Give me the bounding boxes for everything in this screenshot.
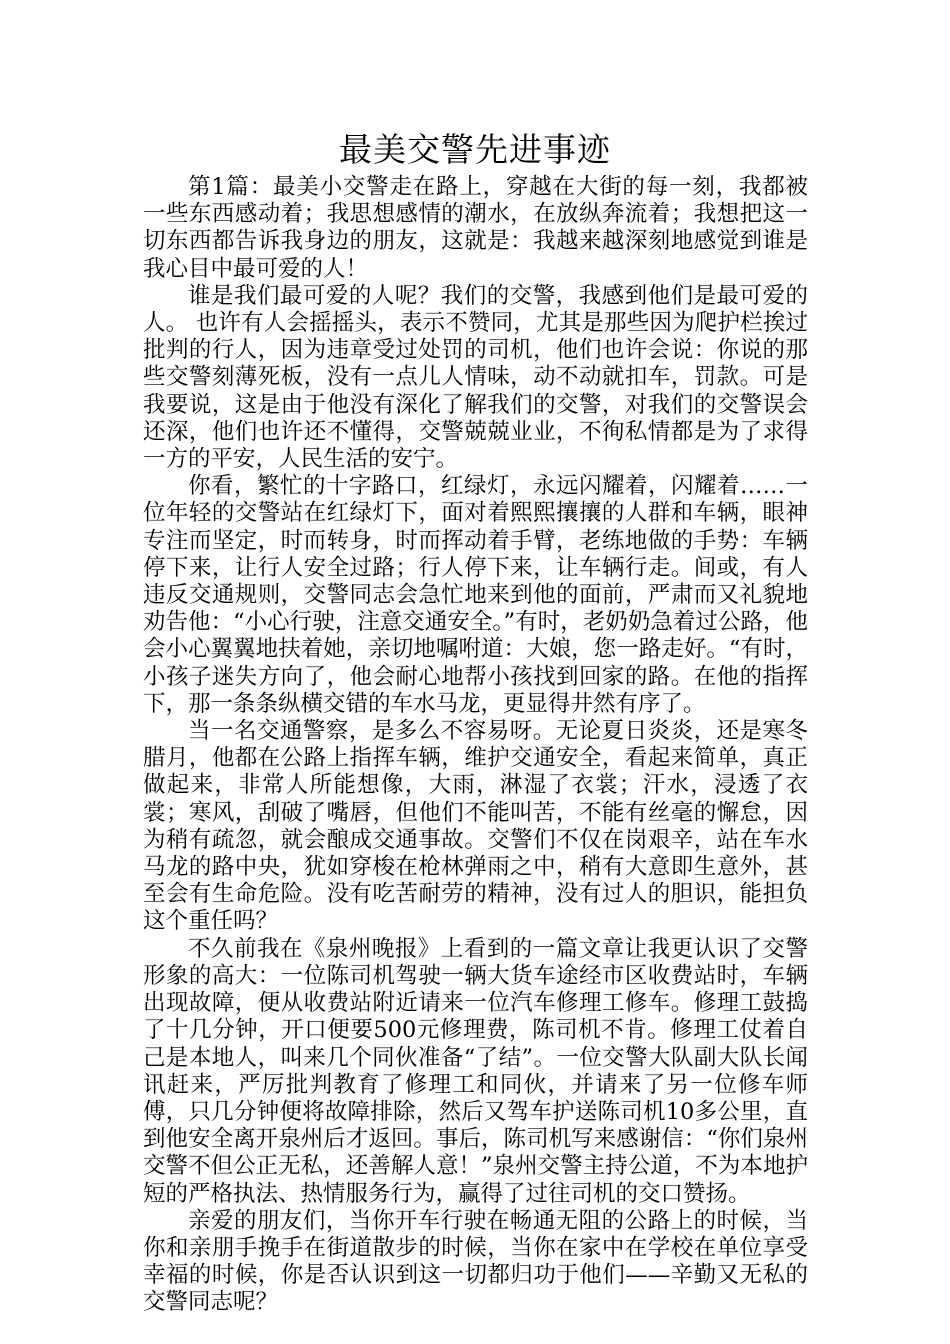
paragraph-6: 亲爱的朋友们，当你开车行驶在畅通无阻的公路上的时候，当你和亲朋手挽手在街道散步的时候，当你在家中在学校在单位享受幸福的时候，你是否认识到这一切都归功于他们——辛勤又无私的交警同志呢？ <box>143 1207 808 1316</box>
paragraph-4: 当一名交通警察，是多么不容易呀。无论夏日炎炎，还是寒冬腊月，他都在公路上指挥车辆，维护交通安全，看起来简单，真正做起来，非常人所能想像，大雨，淋湿了衣裳；汗水，浸透了衣裳；寒风，刮破了嘴唇，但他们不能叫苦，不能有丝毫的懈怠，因为稍有疏忽，就会酿成交通事故。交警们不仅在岗艰辛，站在车水马龙的路中央，犹如穿梭在枪林弹雨之中，稍有大意即生意外，甚至会有生命危险。没有吃苦耐劳的精神，没有过人的胆识，能担负这个重任吗？ <box>143 718 808 935</box>
paragraph-2: 谁是我们最可爱的人呢？我们的交警，我感到他们是最可爱的人。 也许有人会摇摇头，表示不赞同，尤其是那些因为爬护栏挨过批判的行人，因为违章受过处罚的司机，他们也许会说：你说的那些交警刻薄死板，没有一点儿人情味，动不动就扣车，罚款。可是我要说，这是由于他没有深化了解我们的交警，对我们的交警误会还深，他们也许还不懂得，交警兢兢业业，不徇私情都是为了求得一方的平安，人民生活的安宁。 <box>143 282 808 473</box>
document-title: 最美交警先进事迹 <box>339 130 611 169</box>
paragraph-3: 你看，繁忙的十字路口，红绿灯，永远闪耀着，闪耀着……一位年轻的交警站在红绿灯下，面对着熙熙攘攘的人群和车辆，眼神专注而坚定，时而转身，时而挥动着手臂，老练地做的手势：车辆停下来，让行人安全过路；行人停下来，让车辆行走。间或，有人违反交通规则，交警同志会急忙地来到他的面前，严肃而又礼貌地劝告他：“小心行驶，注意交通安全。”有时，老奶奶急着过公路，他会小心翼翼地扶着她，亲切地嘱咐道：大娘，您一路走好。“有时，小孩子迷失方向了，他会耐心地帮小孩找到回家的路。在他的指挥下，那一条条纵横交错的车水马龙，更显得井然有序了。 <box>143 473 808 717</box>
paragraph-5: 不久前我在《泉州晚报》上看到的一篇文章让我更认识了交警形象的高大：一位陈司机驾驶一辆大货车途经市区收费站时，车辆出现故障，便从收费站附近请来一位汽车修理工修车。修理工鼓捣了十几分钟，开口便要500元修理费，陈司机不肯。修理工仗着自己是本地人，叫来几个同伙准备“了结”。一位交警大队副大队长闻讯赶来，严厉批判教育了修理工和同伙，并请来了另一位修车师傅，只几分钟便将故障排除，然后又驾车护送陈司机10多公里，直到他安全离开泉州后才返回。事后，陈司机写来感谢信：“你们泉州交警不但公正无私，还善解人意！”泉州交警主持公道，不为本地护短的严格执法、热情服务行为，赢得了过往司机的交口赞扬。 <box>143 935 808 1207</box>
paragraph-1: 第1篇：最美小交警走在路上，穿越在大街的每一刻，我都被一些东西感动着；我思想感情的潮水，在放纵奔流着；我想把这一切东西都告诉我身边的朋友，这就是：我越来越深刻地感觉到谁是我心目中最可爱的人！ <box>143 174 808 282</box>
document-body <box>143 174 808 1317</box>
